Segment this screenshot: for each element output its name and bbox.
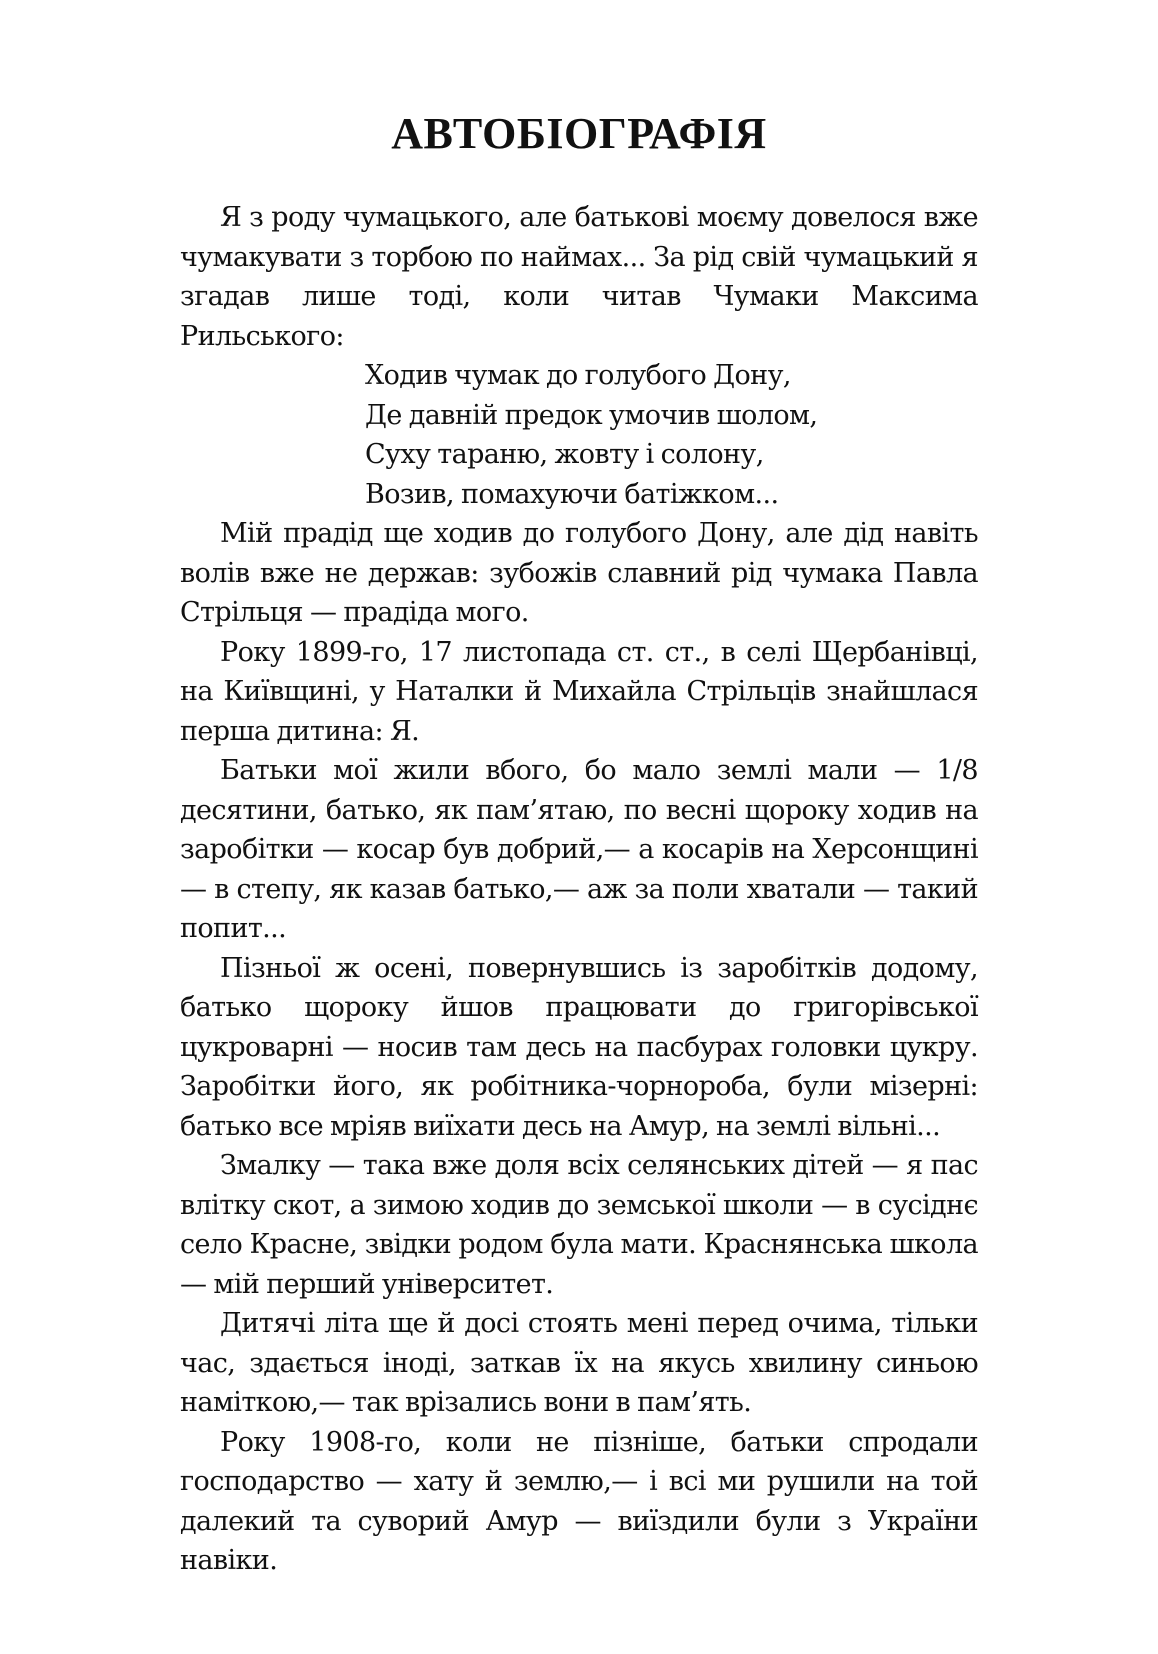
body-paragraph: Року 1908-го, коли не пізніше, батьки спродали господарство — хату й землю,— і всі ми рушили на той далекий та суворий Амур — виїздили були з України навіки. (180, 1426, 978, 1576)
verse-quote (180, 356, 978, 514)
page-title: АВТОБІОГРАФІЯ (391, 109, 767, 158)
verse-line: Возив, помахуючи батіжком... (365, 478, 779, 510)
intro-paragraph: Я з роду чумацького, але батькові моєму довелося вже чумакувати з торбою по наймах... За рід свій чумацький я згадав лише тоді, коли читав Чумаки Максима Рильського: (180, 202, 978, 352)
body-paragraph: Року 1899-го, 17 листопада ст. ст., в селі Щербанівці, на Київщині, у Наталки й Михайла Стрільців знайшлася перша дитина: Я. (180, 636, 978, 747)
body-paragraph: Дитячі літа ще й досі стоять мені перед очима, тільки час, здається іноді, заткав їх на якусь хвилину синьою наміткою,— так врізались вони в пам’ять. (180, 1308, 978, 1418)
body-paragraph: Батьки мої жили вбого, бо мало землі мали — 1/8 десятини, батько, як пам’ятаю, по весні щороку ходив на заробітки — косар був добрий,— а косарів на Херсонщині — в степу, як казав батько,— аж за поли хватали — такий попит... (180, 755, 978, 944)
verse-line: Суху тараню, жовту і солону, (365, 439, 764, 470)
body-paragraph: Змалку — така вже доля всіх селянських дітей — я пас влітку скот, а зимою ходив до земської школи — в сусіднє село Красне, звідки родом була мати. Краснянська школа — мій перший університет. (180, 1150, 978, 1300)
body-paragraph: Мій прадід ще ходив до голубого Дону, але дід навіть волів вже не держав: зубожів славний рід чумака Павла Стрільця — прадіда мого. (180, 518, 978, 628)
verse-line: Ходив чумак до голубого Дону, (365, 360, 791, 391)
body-paragraph: Пізньої ж осені, повернувшись із заробітків додому, батько щороку йшов працювати до григорівської цукроварні — носив там десь на пасбурах головки цукру. Заробітки його, як робітника-чорнороба, були мізерні: батько все мріяв виїхати десь на Амур, на землі вільні... (180, 952, 978, 1142)
verse-line: Де давній предок умочив шолом, (365, 399, 818, 431)
